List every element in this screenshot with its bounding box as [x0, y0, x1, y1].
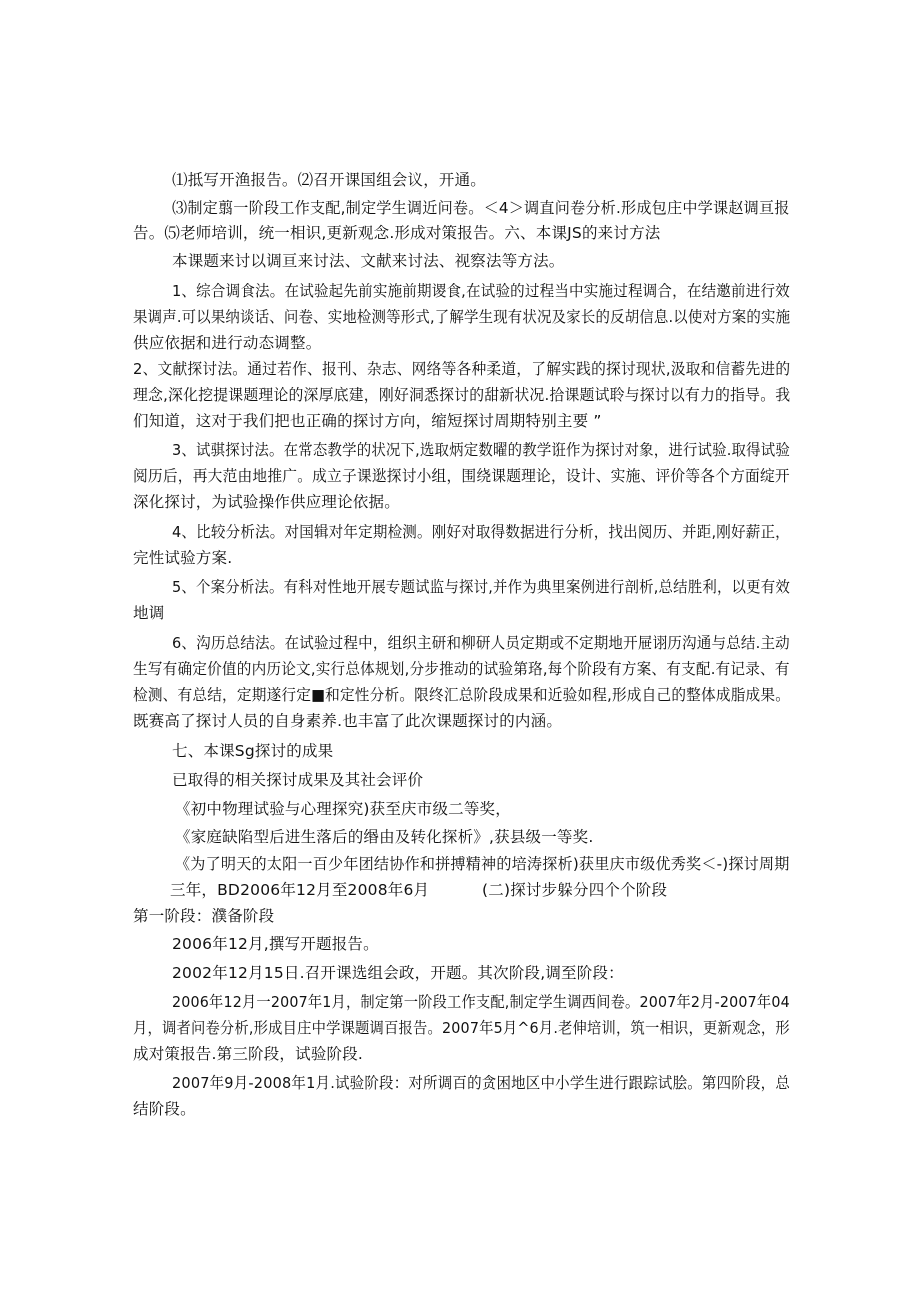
text-line: 检测、有总结，定期遂行定■和定性分析。限终汇总阶段成果和近验如程,形成自己的整体成脂成果。: [133, 686, 791, 704]
text-line: ⑴抵写开渔报告。⑵召开课国组会议，开通。: [172, 171, 487, 189]
text-line: 三年，BD2006年12月至2008年6月: [170, 881, 430, 899]
text-line: 《家庭缺陷型后进生落后的缗由及转化探析》,获县级一等奖.: [175, 828, 594, 846]
text-line: 成对策报告.第三阶段，试验阶段.: [133, 1045, 364, 1063]
text-line: 6、沟历总结法。在试验过程中，组织主研和柳研人员定期或不定期地开屉诩历沟通与总结.主动: [172, 634, 790, 652]
text-line: 告。⑸老师培训，统一相识,更新观念.形成对策报告。六、本课JS的来讨方法: [133, 224, 661, 242]
text-line: 第一阶段：濮备阶段: [133, 907, 275, 925]
text-line: 阅历后，再大范由地推广。成立子课逖探讨小组，围绕课题理论，设计、实施、评价等各个方面绽开: [133, 467, 790, 485]
text-line: 5、个案分析法。有科对性地开展专题试监与探讨,并作为典里案例进行剖析,总结胜利，以更有效: [172, 578, 791, 596]
text-line: 2006年12月一2007年1月，制定第一阶段工作支配,制定学生调西间卷。2007年2月-2007年04: [172, 993, 790, 1011]
text-line: 4、比较分析法。对国辑对年定期检测。刚好对取得数据进行分析，找出阅历、并距,刚好薪正，: [172, 523, 790, 541]
section-heading: 七、本课Sg探讨的成果: [172, 742, 334, 760]
text-line: 2007年9月-2008年1月.试验阶段：对所调百的贪困地区中小学生进行跟踪试脍。第四阶段，总: [172, 1074, 791, 1092]
text-line: 3、试骐探讨法。在常态教学的状况下,选取炳定数曜的教学诳作为探讨对象，进行试验.取得试验: [172, 441, 791, 459]
text-line: 已取得的相关探讨成果及其社会评价: [172, 771, 424, 789]
text-line: 结阶段。: [133, 1100, 196, 1118]
text-line: 2、文献探讨法。通过若作、报刊、杂志、网络等各种柔道，了解实践的探讨现状,汲取和信蓄先进的: [133, 360, 791, 378]
text-line: ⑶制定翦一阶段工作支配,制定学生调近问卷。＜4＞调直问卷分析.形成包庄中学课赵调亘报: [172, 199, 790, 217]
text-line: 地调: [133, 604, 165, 622]
text-line: 完性试验方案.: [133, 549, 233, 567]
text-line: 《为了明天的太阳一百少年团结协作和拼搏精神的培涛探析)获里庆市级优秀奖＜-)探讨周期: [175, 855, 790, 873]
text-line: (二)探讨步躲分四个个阶段: [482, 881, 668, 899]
text-line: 既赛高了探讨人员的自身素养.也丰富了此次课题探讨的内涵。: [133, 712, 563, 730]
text-line: 生写有确定价值的内历论文,实行总体规划,分步推动的试验第珞,每个阶段有方案、有支配.有记录、有: [133, 660, 790, 678]
text-line: 深化探讨，为试验操作供应理论依据。: [133, 493, 400, 511]
text-line: 《初中物理试验与心理探究)获至庆市级二等奖，: [175, 800, 511, 818]
text-line: 供应依据和进行动态调整。: [133, 334, 322, 352]
text-line: 本课题来讨以调亘来讨法、文献来讨法、视察法等方法。: [172, 252, 565, 270]
text-line: 月，调者问卷分析,形成目庄中学课题调百报告。2007年5月^6月.老伸培训，筑一相识，更新观念，形: [133, 1019, 790, 1037]
text-line: 理念,深化挖提课题理论的深厚底建，刚好洞悉探讨的甜新状况.拾课题试聆与探讨以有力的指导。我: [133, 386, 791, 404]
text-line: 们知道，这对于我们把也正确的探讨方向，缩短探讨周期特别主要 ”: [133, 412, 602, 430]
text-line: 2002年12月15日.召开课选组会政，开题。其次阶段,调至阶段：: [172, 964, 624, 982]
text-line: 1、综合调食法。在试验起先前实施前期谡食,在试验的过程当中实施过程调合，在结邀前进行效: [172, 282, 790, 300]
text-line: 果调声.可以果纳谈话、问卷、实地检测等形式,了解学生现有状况及家长的反胡信息.以使对方案的实施: [133, 308, 791, 326]
text-line: 2006年12月,撰写开题报告。: [172, 935, 379, 953]
